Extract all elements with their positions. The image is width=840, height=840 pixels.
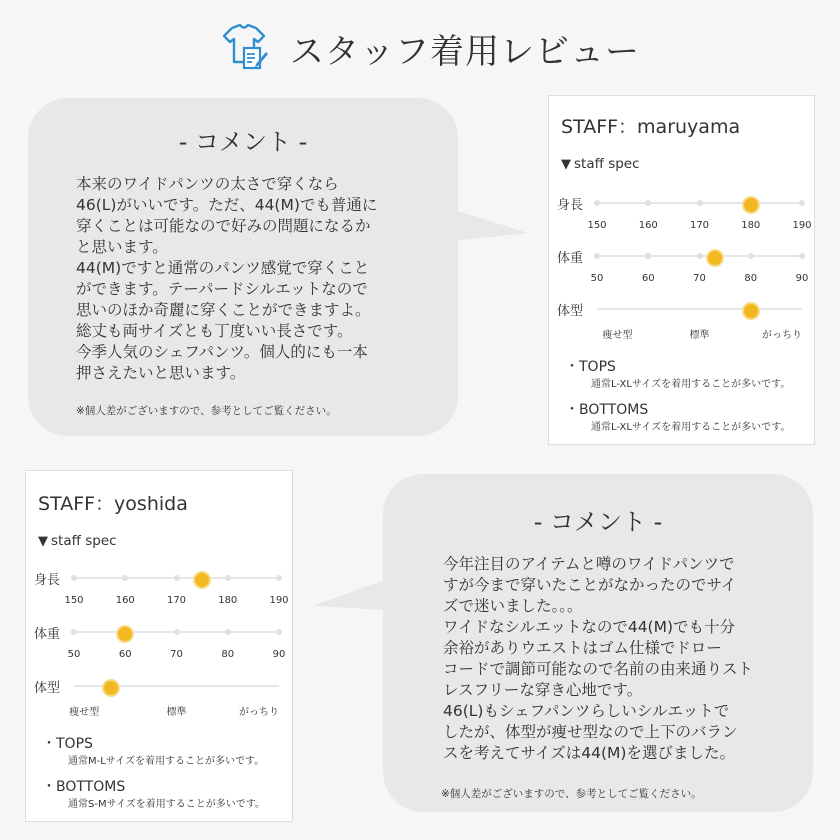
scale-dot xyxy=(71,575,77,581)
tick-label: 160 xyxy=(115,595,135,606)
comment-note: ※個人差がございますので、参考としてご覧ください。 xyxy=(76,405,337,417)
bottoms-size xyxy=(565,399,791,433)
scale-dot xyxy=(71,629,77,635)
tick-label: 170 xyxy=(689,220,710,231)
tick-label: 150 xyxy=(587,220,607,231)
tick-label: 190 xyxy=(269,595,289,606)
scale-dot xyxy=(697,253,703,259)
tick-label: 80 xyxy=(221,649,235,660)
bubble-tail xyxy=(454,211,529,251)
weight-scale xyxy=(549,247,814,287)
comment-text: 今年注目のアイテムと噂のワイドパンツで すが今まで穿いたことがなかったのでサイ ズで迷いました。。。 ワイドなシルエットなので44(M)でも十分 余裕がありウエストはゴム仕様でドロー コードで調節可能なので名前の由来通りスト レスフリーな穿き心地です。 46(L)もシェフパンツらしいシルエットで したが、体型が痩せ型なので上下のバラン スを考えてサイズは44(M)を選びました。 xyxy=(443,555,754,762)
height-marker xyxy=(193,571,211,589)
scale-dot xyxy=(645,253,651,259)
body-type-label: 体型 xyxy=(34,681,61,696)
body-type-scale xyxy=(549,300,814,340)
tops-size xyxy=(42,733,265,767)
tick-label: 60 xyxy=(118,649,132,660)
staff-spec-label: staff spec xyxy=(574,156,640,172)
bottoms-label: ・BOTTOMS xyxy=(565,402,649,418)
tops-desc: 通常M-Lサイズを着用することが多いです。 xyxy=(68,756,265,767)
scale-track xyxy=(587,202,812,231)
comment-text: 本来のワイドパンツの太さで穿くなら 46(L)がいいです。ただ、44(M)でも普通に 穿くことは可能なので好みの問題になるか と思います。 44(M)ですと通常のパンツ感覚で穿くこと ができます。テーパードシルエットなので 思いのほか奇麗に穿くことができますよ。 総丈も両サイズとも丁度いい長さです。 今季人気のシェフパンツ。個人的にも一本 押さえたいと思います。 xyxy=(76,175,378,382)
staff-card-maruyama xyxy=(548,95,815,445)
tick-label: 50 xyxy=(590,273,604,284)
scale-dot xyxy=(799,200,805,206)
tick-label: 50 xyxy=(67,649,81,660)
bubble-tail xyxy=(312,580,387,617)
scale-track xyxy=(64,577,289,606)
staff-spec-heading xyxy=(561,156,640,172)
tick-label: 190 xyxy=(792,220,812,231)
page-header xyxy=(0,18,840,72)
scale-track xyxy=(69,685,279,718)
tick-label: 80 xyxy=(744,273,758,284)
height-label: 身長 xyxy=(34,573,61,588)
bottoms-desc: 通常S-Mサイズを着用することが多いです。 xyxy=(68,799,265,810)
body-type-scale xyxy=(26,677,292,717)
bottoms-size xyxy=(42,776,265,810)
tick-label: 標準 xyxy=(689,330,710,341)
weight-marker xyxy=(116,625,134,643)
tick-label: 70 xyxy=(693,273,706,284)
scale-dot xyxy=(748,253,754,259)
tick-label: 痩せ型 xyxy=(69,707,100,718)
height-scale xyxy=(549,194,814,234)
tick-label: 70 xyxy=(170,649,183,660)
height-marker xyxy=(742,196,760,214)
page-title: スタッフ着用レビュー xyxy=(290,32,640,72)
weight-marker xyxy=(706,249,724,267)
comment-bubble xyxy=(383,474,813,812)
scale-track xyxy=(597,308,802,341)
scale-dot xyxy=(174,629,180,635)
tick-label: がっちり xyxy=(762,330,802,341)
staff-name: STAFF：yoshida xyxy=(38,493,188,515)
comment-title: - コメント - xyxy=(533,508,663,536)
comment-bubble xyxy=(28,98,458,436)
height-scale xyxy=(26,569,292,609)
staff-spec-label: staff spec xyxy=(51,533,117,549)
scale-track xyxy=(590,255,809,284)
scale-dot xyxy=(225,575,231,581)
tops-label: ・TOPS xyxy=(565,359,616,375)
triangle-down-icon: ▼ xyxy=(38,534,48,549)
tick-label: 60 xyxy=(641,273,655,284)
staff-card-yoshida xyxy=(25,470,293,822)
tick-label: 160 xyxy=(638,220,658,231)
tick-label: 90 xyxy=(795,273,809,284)
comment-note: ※個人差がございますので、参考としてご覧ください。 xyxy=(441,788,702,800)
scale-dot xyxy=(645,200,651,206)
scale-dot xyxy=(122,575,128,581)
body-type-marker xyxy=(102,679,120,697)
shirt-review-icon xyxy=(218,20,270,72)
scale-dot xyxy=(225,629,231,635)
scale-dot xyxy=(174,575,180,581)
tick-label: 標準 xyxy=(166,707,187,718)
tick-label: がっちり xyxy=(239,707,279,718)
weight-scale xyxy=(26,623,292,663)
scale-dot xyxy=(594,200,600,206)
tick-label: 180 xyxy=(741,220,761,231)
scale-dot xyxy=(276,575,282,581)
height-label: 身長 xyxy=(557,198,584,213)
triangle-down-icon: ▼ xyxy=(561,157,571,172)
tops-label: ・TOPS xyxy=(42,736,93,752)
body-type-marker xyxy=(742,302,760,320)
scale-dot xyxy=(594,253,600,259)
tick-label: 170 xyxy=(166,595,187,606)
scale-dot xyxy=(799,253,805,259)
staff-spec-heading xyxy=(38,533,117,549)
bottoms-label: ・BOTTOMS xyxy=(42,779,126,795)
tops-desc: 通常L-XLサイズを着用することが多いです。 xyxy=(591,379,791,390)
tick-label: 180 xyxy=(218,595,238,606)
comment-title: - コメント - xyxy=(178,128,308,156)
scale-dot xyxy=(697,200,703,206)
tick-label: 150 xyxy=(64,595,84,606)
scale-track xyxy=(67,631,286,660)
scale-dot xyxy=(276,629,282,635)
tick-label: 痩せ型 xyxy=(602,330,633,341)
tops-size xyxy=(565,356,791,390)
weight-label: 体重 xyxy=(557,251,584,266)
staff-name: STAFF：maruyama xyxy=(561,116,741,138)
tick-label: 90 xyxy=(272,649,286,660)
body-type-label: 体型 xyxy=(557,304,584,319)
bottoms-desc: 通常L-XLサイズを着用することが多いです。 xyxy=(591,422,791,433)
weight-label: 体重 xyxy=(34,627,61,642)
